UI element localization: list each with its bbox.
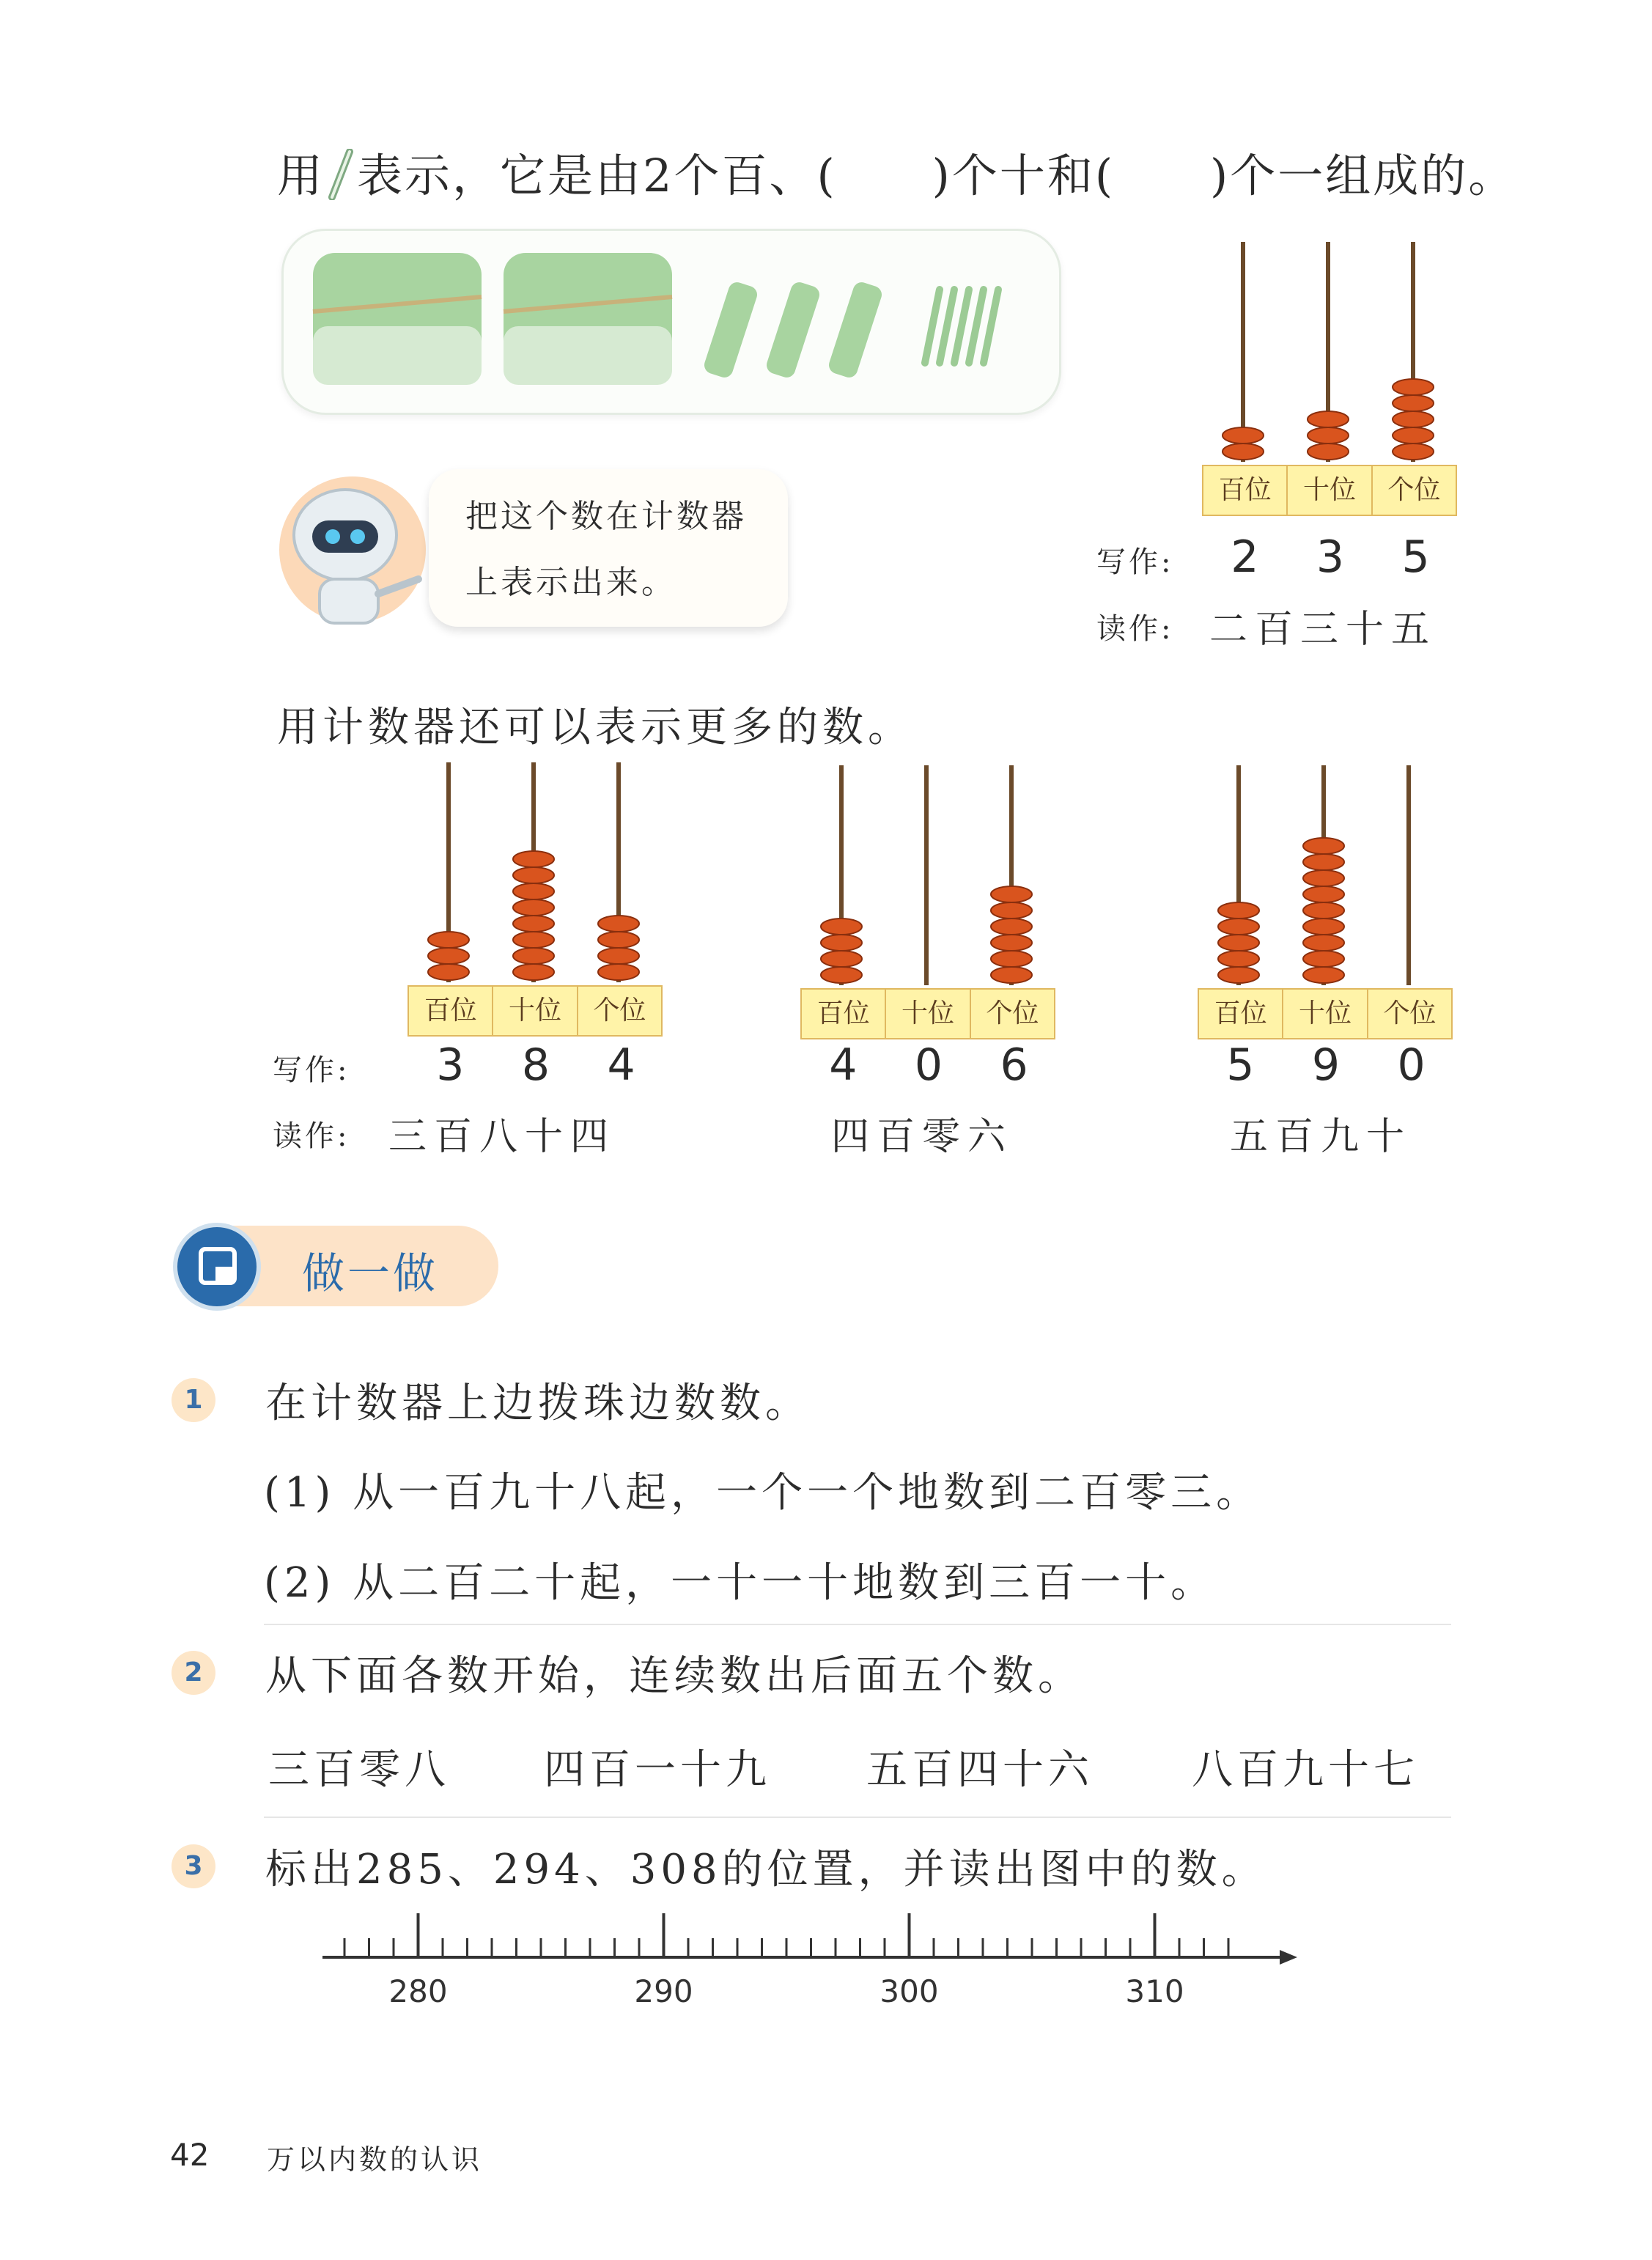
written-digits-590: [1198, 1039, 1454, 1091]
section-title: 做一做: [302, 1248, 439, 1298]
place-value-labels: [1198, 988, 1453, 1039]
single-sticks: [925, 290, 998, 363]
exercise-2-text: 从下面各数开始，连续数出后面五个数。: [265, 1652, 1083, 1700]
reading-384: 三百八十四: [388, 1115, 616, 1159]
abacus-bead: [991, 935, 1032, 951]
tick-label: 280: [388, 1973, 448, 2009]
digit-hundreds: 2: [1231, 531, 1259, 583]
count-start-897: 八百九十七: [1192, 1746, 1419, 1794]
digit-hundreds: 3: [436, 1039, 465, 1091]
place-tens: 十位: [492, 987, 576, 1035]
robot-speech-bubble: [429, 469, 788, 627]
place-tens: 十位: [1286, 466, 1371, 515]
abacus-rods: [1198, 765, 1454, 993]
question-sentence: [277, 139, 1516, 205]
abacus-bead: [1393, 443, 1434, 460]
abacus-bead: [1218, 902, 1259, 919]
number-line-arrow: [1280, 1950, 1297, 1965]
abacus-bead: [598, 932, 639, 948]
abacus-bead: [1308, 443, 1349, 460]
digit-ones: 6: [1000, 1039, 1028, 1091]
practice-icon: [173, 1223, 261, 1311]
count-start-419: 四百一十九: [544, 1746, 771, 1794]
write-label: 写作:: [273, 1053, 350, 1087]
digit-tens: 3: [1316, 531, 1345, 583]
bubble-line-1: 把这个数在计数器: [465, 498, 747, 535]
abacus-bead: [598, 916, 639, 932]
abacus-bead: [821, 951, 862, 967]
place-value-labels: [800, 988, 1055, 1039]
place-hundreds: 百位: [816, 998, 870, 1028]
abacus-235: [1202, 242, 1459, 513]
page-number: 42: [170, 2137, 210, 2173]
number-line-axis: [322, 1906, 1305, 1972]
abacus-bead: [1223, 427, 1264, 443]
abacus-bead: [1308, 427, 1349, 443]
counting-sticks-panel: [281, 229, 1061, 415]
tick-label: 290: [634, 1973, 693, 2009]
reading-406: 四百零六: [831, 1115, 1014, 1159]
number-line: [322, 1906, 1305, 2009]
abacus-bead: [1223, 443, 1264, 460]
abacus-bead: [1303, 902, 1344, 919]
ten-bundles: [702, 280, 884, 380]
stick-icon: [325, 149, 357, 200]
abacus-bead: [513, 932, 554, 948]
abacus-rods: [408, 762, 664, 990]
exercise-number-3: 3: [172, 1844, 215, 1888]
exercise-1-text: 在计数器上边拨珠边数数。: [265, 1380, 811, 1427]
abacus-bead: [1393, 395, 1434, 411]
more-numbers-sentence: 用计数器还可以表示更多的数。: [277, 704, 913, 751]
abacus-bead: [821, 919, 862, 935]
abacus-bead: [428, 948, 469, 964]
abacus-bead: [1218, 935, 1259, 951]
abacus-bead: [598, 948, 639, 964]
exercise-number-2: 2: [172, 1651, 215, 1695]
hundred-bundle-1: [313, 253, 482, 385]
divider: [264, 1624, 1451, 1625]
abacus-bead: [1303, 886, 1344, 902]
exercise-number-1: 1: [172, 1378, 215, 1422]
abacus-bead: [1303, 967, 1344, 983]
exercise-1-part-2: (2) 从二百二十起，一十一十地数到三百一十。: [264, 1559, 1217, 1607]
written-digits-406: [800, 1039, 1057, 1091]
tick-label: 310: [1125, 1973, 1184, 2009]
place-ones: 个位: [1367, 990, 1451, 1038]
place-value-labels: [1202, 465, 1457, 516]
abacus-bead: [513, 883, 554, 899]
abacus-bead: [428, 964, 469, 980]
abacus-bead: [1303, 870, 1344, 886]
read-label-main: 读作:: [1096, 612, 1174, 646]
abacus-bead: [1303, 951, 1344, 967]
counting-sticks-illustration: [284, 231, 1059, 413]
place-ones: 个位: [1371, 466, 1456, 515]
abacus-bead: [598, 964, 639, 980]
reading-main: 二百三十五: [1209, 608, 1437, 652]
divider: [264, 1817, 1451, 1818]
digit-tens: 0: [914, 1039, 943, 1091]
robot-icon: [276, 469, 429, 630]
hundred-bundle-2: [504, 253, 672, 385]
abacus-bead: [1393, 379, 1434, 395]
digit-tens: 9: [1311, 1039, 1341, 1091]
robot-illustration: [276, 469, 429, 630]
abacus-384: [408, 762, 664, 1034]
abacus-bead: [1393, 427, 1434, 443]
abacus-590: [1198, 765, 1454, 1037]
digit-tens: 8: [521, 1039, 550, 1091]
place-ones: 个位: [577, 987, 661, 1035]
abacus-bead: [513, 899, 554, 916]
abacus-rods: [800, 765, 1057, 993]
place-hundreds: 百位: [424, 995, 477, 1026]
abacus-bead: [821, 935, 862, 951]
abacus-bead: [513, 851, 554, 867]
place-value-labels: [408, 985, 663, 1037]
place-tens: 十位: [885, 990, 969, 1038]
sentence-suffix: 表示，它是由2个百、( )个十和( )个一组成的。: [357, 149, 1516, 202]
written-digits-384: [408, 1039, 664, 1091]
exercise-3-text: 标出285、294、308的位置，并读出图中的数。: [265, 1846, 1267, 1893]
abacus-bead: [1303, 854, 1344, 870]
abacus-bead: [1218, 919, 1259, 935]
count-start-546: 五百四十六: [866, 1746, 1094, 1794]
abacus-bead: [1308, 411, 1349, 427]
abacus-bead: [1218, 967, 1259, 983]
abacus-bead: [1218, 951, 1259, 967]
digit-ones: 4: [607, 1039, 635, 1091]
abacus-bead: [991, 919, 1032, 935]
abacus-bead: [513, 964, 554, 980]
abacus-406: [800, 765, 1057, 1037]
abacus-bead: [991, 902, 1032, 919]
sentence-prefix: 用: [277, 149, 325, 202]
place-hundreds: 百位: [1214, 998, 1267, 1028]
digit-ones: 0: [1397, 1039, 1426, 1091]
abacus-bead: [513, 948, 554, 964]
abacus-bead: [513, 867, 554, 883]
tick-label: 300: [880, 1973, 939, 2009]
write-label-main: 写作:: [1096, 545, 1174, 579]
written-digits-main: [1202, 531, 1459, 583]
exercise-1-part-1: (1) 从一百九十八起，一个一个地数到二百零三。: [264, 1469, 1262, 1517]
place-tens: 十位: [1282, 990, 1366, 1038]
digit-hundreds: 5: [1226, 1039, 1255, 1091]
place-ones: 个位: [970, 990, 1054, 1038]
digit-hundreds: 4: [829, 1039, 858, 1091]
chapter-title: 万以内数的认识: [267, 2143, 483, 2176]
abacus-bead: [513, 916, 554, 932]
abacus-bead: [991, 967, 1032, 983]
abacus-rods: [1202, 242, 1459, 469]
place-hundreds: 百位: [1218, 475, 1272, 505]
digit-ones: 5: [1401, 531, 1430, 583]
abacus-bead: [821, 967, 862, 983]
abacus-bead: [428, 932, 469, 948]
abacus-bead: [1303, 935, 1344, 951]
abacus-bead: [1303, 919, 1344, 935]
bubble-line-2: 上表示出来。: [465, 564, 676, 601]
abacus-bead: [991, 886, 1032, 902]
abacus-bead: [1303, 838, 1344, 854]
abacus-bead: [991, 951, 1032, 967]
count-start-308: 三百零八: [268, 1746, 450, 1794]
read-label: 读作:: [273, 1119, 350, 1153]
abacus-bead: [1393, 411, 1434, 427]
reading-590: 五百九十: [1230, 1115, 1412, 1159]
